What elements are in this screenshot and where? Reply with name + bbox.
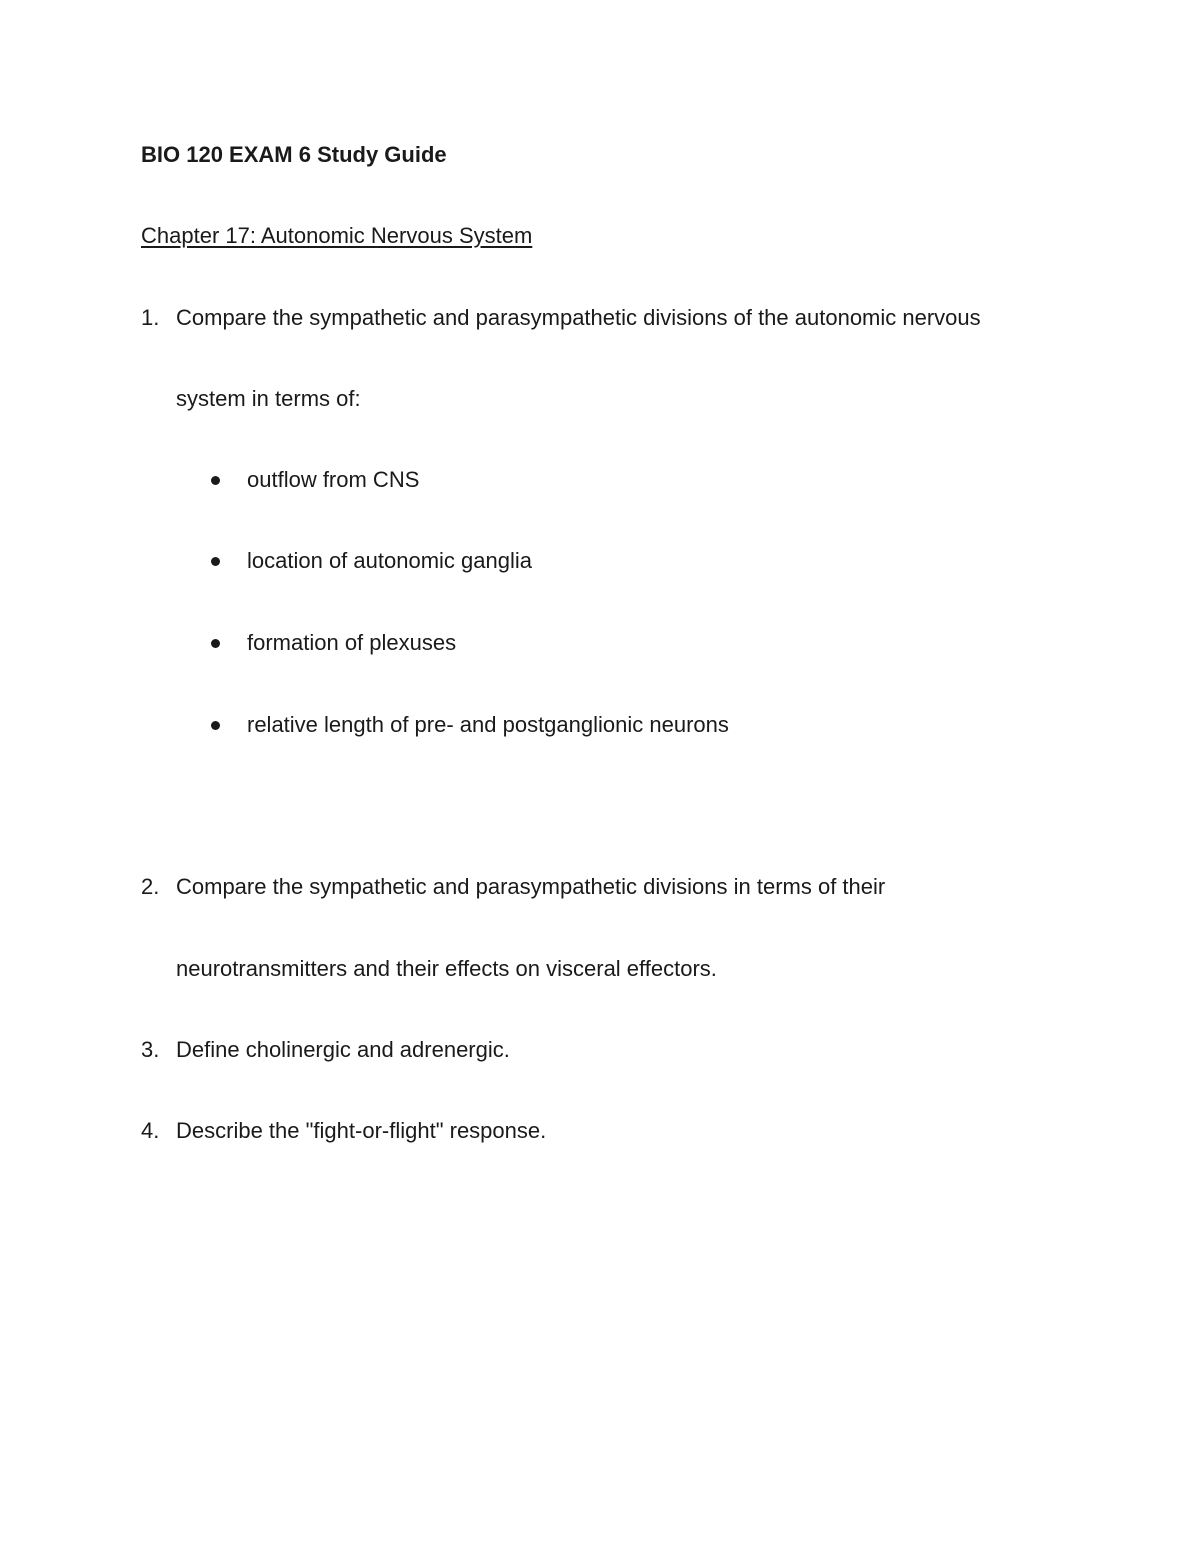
bullet-dot-icon <box>211 639 220 648</box>
bullet-dot-icon <box>211 476 220 485</box>
question-text-line: Compare the sympathetic and parasympathetic divisions in terms of their <box>176 874 886 899</box>
bullet-text: relative length of pre- and postganglionic neurons <box>247 712 729 737</box>
question-text-line: neurotransmitters and their effects on visceral effectors. <box>176 956 717 981</box>
bullet-text: location of autonomic ganglia <box>247 548 532 573</box>
question-number: 4. <box>141 1118 160 1143</box>
question-text-line: Define cholinergic and adrenergic. <box>176 1037 510 1062</box>
bullet-dot-icon <box>211 721 220 730</box>
bullet-text: outflow from CNS <box>247 467 420 492</box>
document-title: BIO 120 EXAM 6 Study Guide <box>141 142 447 167</box>
bullet-text: formation of plexuses <box>247 630 457 655</box>
question-number: 1. <box>141 305 160 330</box>
question-text-line: system in terms of: <box>176 386 361 411</box>
bullet-dot-icon <box>211 557 220 566</box>
question-number: 3. <box>141 1037 160 1062</box>
question-number: 2. <box>141 874 160 899</box>
chapter-heading: Chapter 17: Autonomic Nervous System <box>141 223 533 248</box>
question-text-line: Compare the sympathetic and parasympathetic divisions of the autonomic nervous <box>176 305 981 330</box>
question-text-line: Describe the "fight-or-flight" response. <box>176 1118 547 1143</box>
